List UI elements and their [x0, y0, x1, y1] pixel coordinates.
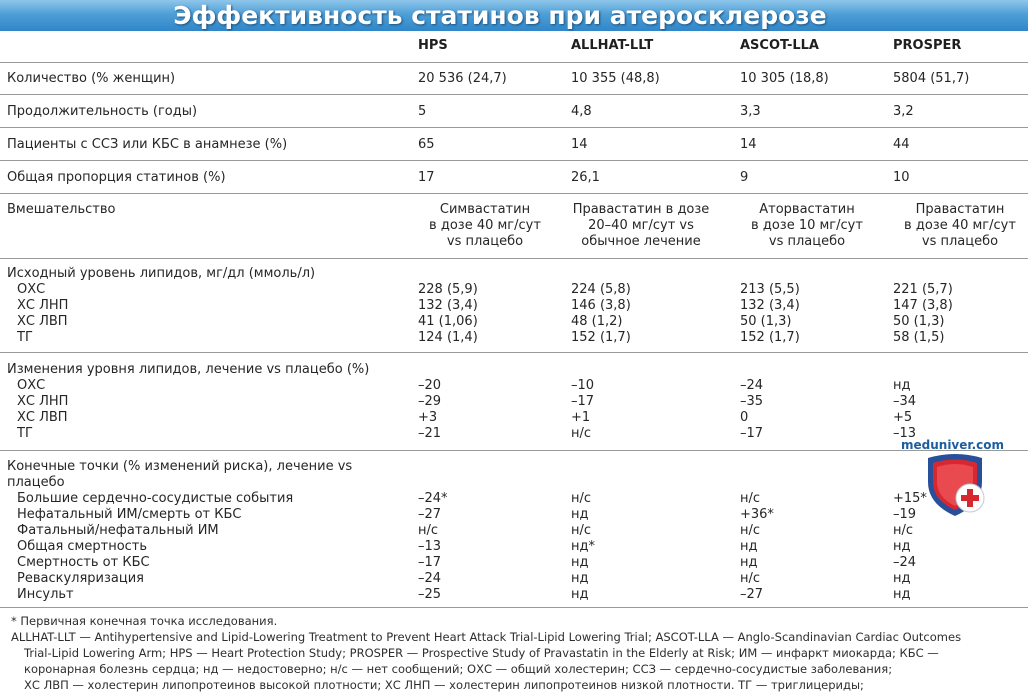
cell-ascot [740, 202, 874, 250]
cell-line: обычное лечение [581, 234, 701, 249]
page-title: Эффективность статинов при атеросклерозе [173, 1, 827, 30]
cell-prosper: н/с [893, 523, 914, 538]
cell-allhat: 26,1 [571, 170, 600, 185]
cell-line: Правастатин в дозе [572, 202, 710, 217]
row-divider [0, 258, 1028, 259]
cell-prosper: +15* [893, 491, 927, 506]
medical-shield-icon [924, 452, 986, 518]
cell-prosper: 10 [893, 170, 910, 185]
cell-hps: 17 [418, 170, 435, 185]
cell-ascot: 3,3 [740, 104, 761, 119]
cell-line: в дозе 40 мг/сут [429, 218, 541, 233]
section-heading: Исходный уровень липидов, мг/дл (ммоль/л) [7, 266, 316, 281]
column-header-prosper: PROSPER [893, 38, 962, 53]
cell-line: в дозе 40 мг/сут [904, 218, 1016, 233]
footnote-abbreviations: ALLHAT-LLT — Antihypertensive and Lipid-Lowering Treatment to Prevent Heart Attack Trial-Lipid Lowering Trial; ASCOT-LLA — Anglo-Scandinavian Cardiac Outcomes [11, 630, 962, 644]
cell-hps [418, 202, 552, 250]
row-divider [0, 62, 1028, 63]
row-label: ХС ЛНП [17, 298, 69, 313]
cell-allhat: н/с [571, 491, 592, 506]
cell-line: 20–40 мг/сут vs [588, 218, 694, 233]
cell-ascot: 9 [740, 170, 749, 185]
cell-ascot: –35 [740, 394, 764, 409]
cell-hps: 5 [418, 104, 427, 119]
cell-prosper: 50 (1,3) [893, 314, 945, 329]
cell-ascot: 50 (1,3) [740, 314, 792, 329]
footnote-abbreviations-continued: коронарная болезнь сердца; нд — недостоверно; н/с — нет сообщений; ОХС — общий холестерин; ССЗ — сердечно-сосудистые заболевания; [24, 662, 893, 676]
cell-hps: –27 [418, 507, 442, 522]
cell-ascot: н/с [740, 523, 761, 538]
cell-allhat: 48 (1,2) [571, 314, 623, 329]
row-label: Фатальный/нефатальный ИМ [17, 523, 219, 538]
cell-allhat: 4,8 [571, 104, 592, 119]
cell-line: Аторвастатин [759, 202, 855, 217]
row-label: Вмешательство [7, 202, 116, 217]
row-label: Большие сердечно-сосудистые события [17, 491, 294, 506]
cell-hps: 20 536 (24,7) [418, 71, 507, 86]
cell-line: в дозе 10 мг/сут [751, 218, 863, 233]
column-header-ascot: ASCOT-LLA [740, 38, 819, 53]
column-header-hps: HPS [418, 38, 448, 53]
cell-hps: 65 [418, 137, 435, 152]
cell-allhat: нд [571, 555, 589, 570]
cell-hps: –24 [418, 571, 442, 586]
row-label: ХС ЛВП [17, 410, 68, 425]
cell-prosper: нд [893, 539, 911, 554]
cell-hps: 41 (1,06) [418, 314, 478, 329]
cell-hps: –29 [418, 394, 442, 409]
cell-ascot: 0 [740, 410, 749, 425]
cell-prosper: 3,2 [893, 104, 914, 119]
cell-line: Симвастатин [439, 202, 531, 217]
cell-line: vs плацебо [446, 234, 524, 249]
row-label: Количество (% женщин) [7, 71, 176, 86]
cell-ascot: –17 [740, 426, 764, 441]
cell-allhat: 152 (1,7) [571, 330, 631, 345]
cell-allhat: 146 (3,8) [571, 298, 631, 313]
row-label: Общая смертность [17, 539, 148, 554]
footnote-primary-endpoint: * Первичная конечная точка исследования. [11, 614, 278, 628]
cell-allhat: –10 [571, 378, 595, 393]
cell-allhat: 10 355 (48,8) [571, 71, 660, 86]
cell-ascot: 10 305 (18,8) [740, 71, 829, 86]
cell-prosper: 44 [893, 137, 910, 152]
cell-ascot: нд [740, 539, 758, 554]
cell-allhat: –17 [571, 394, 595, 409]
cell-line: vs плацебо [921, 234, 999, 249]
cell-hps: –17 [418, 555, 442, 570]
row-label: ХС ЛВП [17, 314, 68, 329]
cell-hps: 124 (1,4) [418, 330, 478, 345]
cell-hps: –13 [418, 539, 442, 554]
cell-prosper: нд [893, 587, 911, 602]
cell-prosper [893, 202, 1027, 250]
cell-allhat: 14 [571, 137, 588, 152]
row-label: Смертность от КБС [17, 555, 150, 570]
cell-ascot: н/с [740, 571, 761, 586]
row-label: Продолжительность (годы) [7, 104, 198, 119]
cell-allhat: н/с [571, 523, 592, 538]
cell-line: Правастатин [915, 202, 1005, 217]
row-divider [0, 94, 1028, 95]
row-divider [0, 160, 1028, 161]
cell-allhat: нд [571, 507, 589, 522]
cell-allhat: +1 [571, 410, 591, 425]
row-label: ТГ [17, 330, 33, 345]
section-heading: Изменения уровня липидов, лечение vs плацебо (%) [7, 362, 370, 377]
footnote-abbreviations-continued: ХС ЛВП — холестерин липопротеинов высокой плотности; ХС ЛНП — холестерин липопротеинов низкой плотности. ТГ — триглицериды; [24, 678, 864, 692]
cell-hps: –21 [418, 426, 442, 441]
footnote-abbreviations-continued: Trial-Lipid Lowering Arm; HPS — Heart Protection Study; PROSPER — Prospective Study of Pravastatin in the Elderly at Risk; ИМ — инфаркт миокарда; КБС — [24, 646, 939, 660]
row-label: ТГ [17, 426, 33, 441]
cell-ascot: 152 (1,7) [740, 330, 800, 345]
column-header-allhat: ALLHAT-LLT [571, 38, 654, 53]
row-label: ОХС [17, 378, 46, 393]
cell-ascot: 213 (5,5) [740, 282, 800, 297]
cell-ascot: –27 [740, 587, 764, 602]
cell-hps: –25 [418, 587, 442, 602]
cell-allhat: 224 (5,8) [571, 282, 631, 297]
cell-prosper: нд [893, 571, 911, 586]
cell-allhat: нд* [571, 539, 595, 554]
section-heading-continued: плацебо [7, 475, 65, 490]
cell-ascot: 14 [740, 137, 757, 152]
cell-ascot: н/с [740, 491, 761, 506]
cell-prosper: 5804 (51,7) [893, 71, 970, 86]
cell-prosper: 147 (3,8) [893, 298, 953, 313]
row-label: Нефатальный ИМ/смерть от КБС [17, 507, 242, 522]
cell-hps: 228 (5,9) [418, 282, 478, 297]
row-label: ХС ЛНП [17, 394, 69, 409]
cell-prosper: –24 [893, 555, 917, 570]
watermark-text: meduniver.com [901, 438, 1005, 452]
cell-ascot: –24 [740, 378, 764, 393]
row-label: Общая пропорция статинов (%) [7, 170, 226, 185]
cell-prosper: –13 [893, 426, 917, 441]
row-divider [0, 352, 1028, 353]
cell-allhat: нд [571, 571, 589, 586]
cell-prosper: 58 (1,5) [893, 330, 945, 345]
row-label: ОХС [17, 282, 46, 297]
cell-allhat: нд [571, 587, 589, 602]
row-label: Реваскуляризация [17, 571, 144, 586]
cell-ascot: нд [740, 555, 758, 570]
cell-allhat: н/с [571, 426, 592, 441]
cell-hps: –20 [418, 378, 442, 393]
cell-prosper: +5 [893, 410, 913, 425]
cell-hps: н/с [418, 523, 439, 538]
cell-hps: –24* [418, 491, 448, 506]
row-divider [0, 127, 1028, 128]
row-label: Пациенты с ССЗ или КБС в анамнезе (%) [7, 137, 288, 152]
cell-prosper: 221 (5,7) [893, 282, 953, 297]
cell-prosper: –19 [893, 507, 917, 522]
cell-ascot: +36* [740, 507, 774, 522]
cell-ascot: 132 (3,4) [740, 298, 800, 313]
row-label: Инсульт [17, 587, 74, 602]
section-heading: Конечные точки (% изменений риска), лечение vs [7, 459, 353, 474]
row-divider [0, 450, 1028, 451]
cell-allhat [571, 202, 711, 250]
cell-prosper: –34 [893, 394, 917, 409]
cell-hps: +3 [418, 410, 438, 425]
cell-line: vs плацебо [768, 234, 846, 249]
row-divider [0, 193, 1028, 194]
cell-hps: 132 (3,4) [418, 298, 478, 313]
row-divider [0, 607, 1028, 608]
cell-prosper: нд [893, 378, 911, 393]
